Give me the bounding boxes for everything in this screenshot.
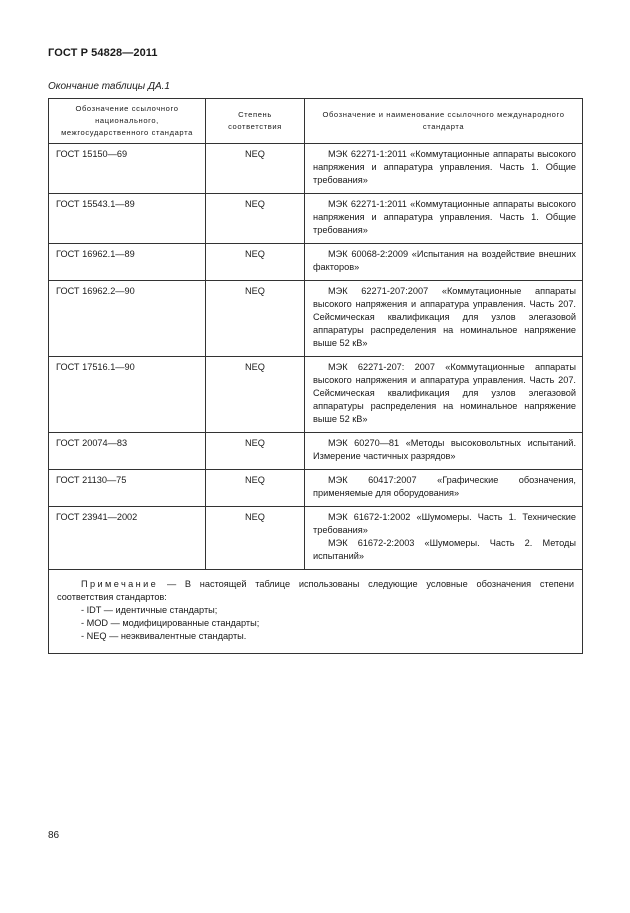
table-row <box>49 470 583 507</box>
note-item-mod: - MOD — модифицированные стандарты; <box>81 618 260 628</box>
national-standard-code: ГОСТ 17516.1—90 <box>49 357 206 433</box>
table-header-row <box>49 99 583 144</box>
national-standard-code: ГОСТ 20074—83 <box>49 433 206 470</box>
note-intro <box>57 578 574 604</box>
column-header-international-standard: Обозначение и наименование ссылочного международного стандарта <box>305 99 583 144</box>
national-standard-code: ГОСТ 15150—69 <box>49 144 206 194</box>
degree-of-conformity: NEQ <box>206 357 305 433</box>
table-row <box>49 281 583 357</box>
table-row <box>49 244 583 281</box>
degree-of-conformity: NEQ <box>206 470 305 507</box>
national-standard-code: ГОСТ 16962.2—90 <box>49 281 206 357</box>
international-standard-reference <box>305 507 583 570</box>
table-row <box>49 144 583 194</box>
reference-paragraph: МЭК 60068-2:2009 «Испытания на воздействие внешних факторов» <box>313 249 576 272</box>
national-standard-code: ГОСТ 16962.1—89 <box>49 244 206 281</box>
reference-paragraph: МЭК 60417:2007 «Графические обозначения, применяемые для оборудования» <box>313 475 576 498</box>
column-header-degree: Степень соответствия <box>206 99 305 144</box>
national-standard-code: ГОСТ 23941—2002 <box>49 507 206 570</box>
reference-paragraph: МЭК 60270—81 «Методы высоковольтных испытаний. Измерение частичных разрядов» <box>313 438 576 461</box>
national-standard-code: ГОСТ 21130—75 <box>49 470 206 507</box>
international-standard-reference <box>305 357 583 433</box>
note-cell <box>49 570 583 654</box>
reference-paragraph: МЭК 62271-1:2011 «Коммутационные аппараты высокого напряжения и аппаратура управления. Часть 1. Общие требования» <box>313 149 576 185</box>
table-caption: Окончание таблицы ДА.1 <box>48 81 170 92</box>
degree-of-conformity: NEQ <box>206 433 305 470</box>
international-standard-reference <box>305 470 583 507</box>
note-item-neq: - NEQ — неэквивалентные стандарты. <box>81 631 247 641</box>
note-row <box>49 570 583 654</box>
reference-paragraph: МЭК 62271-207:2007 «Коммутационные аппараты высокого напряжения и аппаратура управления. Часть 207. Сейсмическая квалификация для узлов элегазовой аппаратуры распределения на номинальное напряжение выше 52 кВ» <box>313 286 576 348</box>
table-row <box>49 194 583 244</box>
degree-of-conformity: NEQ <box>206 507 305 570</box>
table-row <box>49 357 583 433</box>
degree-of-conformity: NEQ <box>206 144 305 194</box>
international-standard-reference <box>305 433 583 470</box>
document-code: ГОСТ Р 54828—2011 <box>48 47 158 59</box>
degree-of-conformity: NEQ <box>206 194 305 244</box>
reference-paragraph: МЭК 62271-207: 2007 «Коммутационные аппараты высокого напряжения и аппаратура управления. Часть 207. Сейсмическая квалификация для узлов элегазовой аппаратуры распределения на номинальное напряжение выше 52 кВ» <box>313 362 576 424</box>
column-header-national-standard: Обозначение ссылочного национального, межгосударственного стандарта <box>49 99 206 144</box>
national-standard-code: ГОСТ 15543.1—89 <box>49 194 206 244</box>
reference-paragraph: МЭК 62271-1:2011 «Коммутационные аппараты высокого напряжения и аппаратура управления. Часть 1. Общие требования» <box>313 199 576 235</box>
standards-table <box>48 98 583 654</box>
page-number: 86 <box>48 830 60 841</box>
reference-paragraph: МЭК 61672-1:2002 «Шумомеры. Часть 1. Технические требования» <box>313 512 576 535</box>
international-standard-reference <box>305 194 583 244</box>
international-standard-reference <box>305 244 583 281</box>
note-item-idt: - IDT — идентичные стандарты; <box>81 605 218 615</box>
table-row <box>49 507 583 570</box>
note-label: Примечание <box>81 579 159 589</box>
reference-paragraph: МЭК 61672-2:2003 «Шумомеры. Часть 2. Методы испытаний» <box>313 538 576 561</box>
degree-of-conformity: NEQ <box>206 244 305 281</box>
table-row <box>49 433 583 470</box>
table-body <box>49 144 583 570</box>
note-intro-text: — В настоящей таблице использованы следующие условные обозначения степени соответствия стандартов: <box>57 579 574 602</box>
degree-of-conformity: NEQ <box>206 281 305 357</box>
international-standard-reference <box>305 281 583 357</box>
international-standard-reference <box>305 144 583 194</box>
